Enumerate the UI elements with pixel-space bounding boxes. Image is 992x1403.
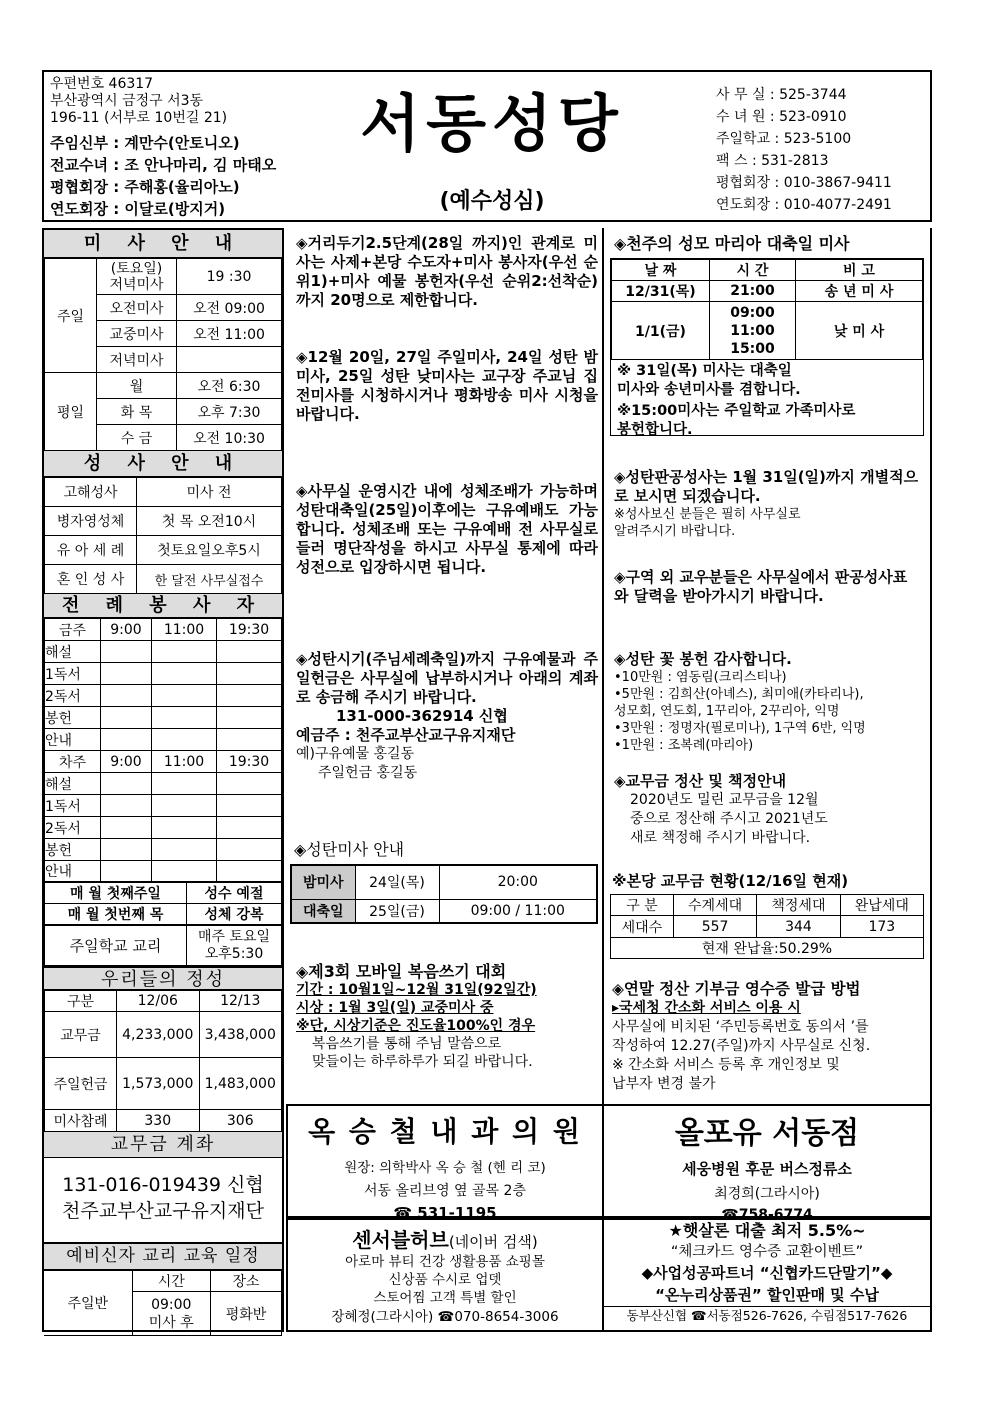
offering-label: 미사참례 <box>45 1110 117 1132</box>
cu-line-4: “온누리상품권” 할인판매 및 수납 <box>655 1286 879 1304</box>
week-label: 금주 <box>45 619 101 641</box>
xmas-time: 09:00 / 11:00 <box>439 899 597 923</box>
sacraments-title: 성 사 안 내 <box>44 451 282 477</box>
class-place: 평화반 <box>211 1292 282 1336</box>
offering-head: 12/06 <box>117 991 200 1012</box>
mass-time: 19 :30 <box>177 259 282 295</box>
flower-line: •5만원 : 김희산(아녜스), 최미애(카타리나), <box>614 687 864 702</box>
account-holder: 천주교부산교구유지재단 <box>62 1200 264 1222</box>
mass-time <box>177 347 282 373</box>
contact-school: 주일학교 : 523-5100 <box>716 131 852 147</box>
offering-title: 우리들의 정성 <box>44 966 282 990</box>
mary-mass-box <box>610 258 924 436</box>
clinic-doctor: 원장: 의학박사 옥 승 철 (헨 리 코) <box>344 1160 546 1176</box>
ad-allforyou <box>602 1104 932 1223</box>
status-head: 책정세대 <box>757 895 840 916</box>
mary-head: 날 짜 <box>612 260 710 281</box>
catechumen-title: 예비신자 교리 교육 일정 <box>44 1244 282 1270</box>
staff-list <box>50 132 276 220</box>
sacrament-name: 유 아 세 례 <box>45 536 137 565</box>
role-label: 해설 <box>45 773 101 795</box>
confession-notice: ◈성탄판공성사는 1월 31일(일)까지 개별적으로 보시면 되겠습니다. ※성사보신 분들은 필히 사무실로 알려주시기 바랍니다. <box>614 468 926 540</box>
example-2: 주일헌금 홍길동 <box>318 765 418 781</box>
offering-label: 주일헌금 <box>45 1058 117 1110</box>
flower-line: 성모회, 연도회, 1꾸리아, 2꾸리아, 익명 <box>614 704 840 719</box>
mary-head: 시 간 <box>710 260 796 281</box>
xmas-date: 24일(목) <box>355 865 439 899</box>
mass-name: 오전미사 <box>97 295 177 321</box>
mary-mass-title: ◈천주의 성모 마리아 대축일 미사 <box>614 234 850 253</box>
staff-council: 평협회장 : 주해홍(율리아노) <box>50 178 240 196</box>
note-left: 매 월 첫째주일 <box>45 883 187 904</box>
notice-xmas-broadcast: ◈12월 20일, 27일 주일미사, 24일 성탄 밤미사, 25일 성탄 낮미사는 교구장 주교님 집전미사를 시청하시거나 평화방송 미사 시청을 바랍니다. <box>296 348 598 423</box>
time-col: 9:00 <box>101 619 152 641</box>
address-line: 부산광역시 금정구 서3동 <box>50 93 204 109</box>
xmas-date: 25일(금) <box>355 899 439 923</box>
sacrament-name: 고해성사 <box>45 478 137 507</box>
mary-date: 1/1(금) <box>612 302 710 360</box>
account-number: 131-016-019439 신협 <box>62 1174 264 1196</box>
servers-title: 전 례 봉 사 자 <box>44 594 282 618</box>
mass-name: 교중미사 <box>97 321 177 347</box>
mary-time: 21:00 <box>710 281 796 302</box>
offering-value: 4,233,000 <box>117 1012 200 1058</box>
mary-note: 송 년 미 사 <box>796 281 923 302</box>
role-label: 안내 <box>45 861 101 882</box>
herb-line: 아로마 뷰티 건강 생활용품 쇼핑몰 <box>345 1254 545 1270</box>
left-column <box>42 228 284 1332</box>
ad-credit-union <box>602 1218 932 1332</box>
time-col: 11:00 <box>152 619 217 641</box>
xmas-mass-title: ◈성탄미사 안내 <box>294 840 405 859</box>
school-time: 매주 토요일 오후5:30 <box>187 926 282 966</box>
time-col: 11:00 <box>152 751 217 773</box>
dues-notice <box>614 772 930 848</box>
offering-value: 1,483,000 <box>199 1058 282 1110</box>
sacrament-value: 첫 목 오전10시 <box>137 507 282 536</box>
bible-period: 기간 : 10월1일~12월 31일(92일간) <box>296 982 537 998</box>
bible-award: 시상 : 1월 3일(일) 교중미사 중 <box>296 1000 494 1016</box>
mary-time: 09:00 11:00 15:00 <box>710 302 796 360</box>
status-rate: 현재 완납율:50.29% <box>611 938 924 959</box>
ad-clinic <box>286 1104 604 1222</box>
school-row <box>44 925 282 966</box>
dues-text: 2020년도 밀린 교무금을 12월 중으로 정산해 주시고 2021년도 새로 책정해 주시기 바랍니다. <box>630 792 828 846</box>
week-label: 차주 <box>45 751 101 773</box>
cat-head: 시간 <box>132 1271 211 1292</box>
offering-value: 306 <box>199 1110 282 1132</box>
status-value: 344 <box>757 916 840 938</box>
status-head: 수계세대 <box>673 895 756 916</box>
dues-status-table <box>610 894 924 959</box>
sacraments-table <box>44 477 282 594</box>
offering-value: 1,573,000 <box>117 1058 200 1110</box>
notice-distancing: ◈거리두기2.5단계(28일 까지)인 관계로 미사는 사제+본당 수도자+미사 봉사자(우선 순위1)+미사 예물 봉헌자(우선 순위2:선착순)까지 20명으로 제한합니다. <box>296 234 598 309</box>
mary-head: 비 고 <box>796 260 923 281</box>
monthly-notes <box>44 882 282 925</box>
time-col: 9:00 <box>101 751 152 773</box>
tax-line: 작성하여 12.27(주일)까지 사무실로 신청. <box>612 1038 871 1054</box>
status-title: ※본당 교무금 현황(12/16일 현재) <box>612 872 849 890</box>
mass-name: (토요일) 저녁미사 <box>97 259 177 295</box>
herb-line: 신상품 수시로 업뎃 <box>388 1272 502 1288</box>
cu-line-5: 동부산신협 ☎서동점526-7626, 수림점517-7626 <box>604 1306 930 1325</box>
page-subtitle: (예수성심) <box>439 189 545 214</box>
mass-day: 월 <box>97 373 177 399</box>
mary-note-2: ※15:00미사는 주일학교 가족미사로 봉헌합니다. <box>617 403 856 438</box>
cat-head: 장소 <box>211 1271 282 1292</box>
contact-fax: 팩 스 : 531-2813 <box>716 153 829 169</box>
mass-time: 오전 10:30 <box>177 425 282 451</box>
mass-table <box>44 258 282 451</box>
cu-line-3: ◆사업성공파트너 “신협카드단말기”◆ <box>641 1264 893 1282</box>
bible-contest <box>296 962 600 1071</box>
clinic-phone: ☎ 531-1195 <box>393 1204 497 1222</box>
note-left: 매 월 첫번째 목 <box>45 904 187 925</box>
role-label: 2독서 <box>45 685 101 707</box>
role-label: 봉헌 <box>45 839 101 861</box>
status-head: 완납세대 <box>840 895 923 916</box>
contact-list <box>716 84 892 216</box>
sacrament-name: 병자영성체 <box>45 507 137 536</box>
sacrament-value: 한 달전 사무실접수 <box>137 565 282 594</box>
mary-note-1: ※ 31일(목) 미사는 대축일 미사와 송년미사를 겸합니다. <box>617 363 801 398</box>
xmas-mass-table <box>290 864 598 924</box>
notice-adoration: ◈사무실 운영시간 내에 성체조배가 가능하며 성탄대축일(25일)이후에는 구유예배도 가능합니다. 성체조배 또는 구유예배 전 사무실로 들러 명단작성을 하시고 사무실 통제에 따라 성전으로 입장하시면 됩니다. <box>296 482 598 576</box>
staff-funeral: 연도회장 : 이달로(방지거) <box>50 200 226 218</box>
note-right: 성체 강복 <box>187 904 282 925</box>
mass-time: 오전 11:00 <box>177 321 282 347</box>
role-label: 봉헌 <box>45 707 101 729</box>
sacrament-value: 첫토요일오후5시 <box>137 536 282 565</box>
bank-account: 131-000-362914 신협 <box>336 707 508 725</box>
contact-council: 평협회장 : 010-3867-9411 <box>716 175 892 191</box>
contact-office: 사 무 실 : 525-3744 <box>716 87 847 103</box>
cu-line-2: “체크카드 영수증 교환이벤트” <box>670 1244 864 1260</box>
status-value: 173 <box>840 916 923 938</box>
allforyou-owner: 최경희(그라시아) <box>714 1186 820 1202</box>
mass-time: 오후 7:30 <box>177 399 282 425</box>
role-label: 1독서 <box>45 795 101 817</box>
ad-sensible-herb <box>286 1218 604 1332</box>
herb-name: 센서블허브 <box>352 1228 449 1252</box>
sunday-label: 주일 <box>45 259 97 373</box>
staff-pastor: 주임신부 : 계만수(안토니오) <box>50 134 240 152</box>
flower-line: •1만원 : 조복례(마리아) <box>614 738 754 753</box>
cu-line-1: ★햇살론 대출 최저 5.5%~ <box>668 1221 866 1240</box>
bank-holder: 예금주 : 천주교부산교구유지재단 <box>296 726 516 744</box>
flower-thanks <box>614 650 930 754</box>
bible-line: 맞들이는 하루하루가 되길 바랍니다. <box>312 1054 533 1070</box>
role-label: 2독서 <box>45 817 101 839</box>
bible-criteria: ※단, 시상기준은 진도율100%인 경우 <box>296 1018 536 1034</box>
clinic-name: 옥 승 철 내 과 의 원 <box>308 1115 582 1148</box>
time-col: 19:30 <box>216 751 281 773</box>
allforyou-location: 세웅병원 후문 버스정류소 <box>682 1160 852 1178</box>
class-time: 09:00 미사 후 <box>132 1292 211 1336</box>
notice-offering: ◈성탄시기(주님세례축일)까지 구유예물과 주일헌금은 사무실에 납부하시거나 아래의 계좌로 송금해 주시기 바랍니다. 131-000-362914 신협 예금주 : 천주교부산교구유지재단 예)구유예물 홍길동 주일헌금 홍길동 <box>296 650 598 781</box>
mass-time: 오전 6:30 <box>177 373 282 399</box>
role-label: 해설 <box>45 641 101 663</box>
mass-name: 저녁미사 <box>97 347 177 373</box>
dues-title: ◈교무금 정산 및 책정안내 <box>614 772 787 790</box>
header-box <box>42 70 932 222</box>
flower-title: ◈성탄 꽃 봉헌 감사합니다. <box>614 650 792 668</box>
outside-notice: ◈구역 외 교우분들은 사무실에서 판공성사표와 달력을 받아가시기 바랍니다. <box>614 568 908 605</box>
xmas-time: 20:00 <box>439 865 597 899</box>
herb-title <box>288 1224 602 1253</box>
mass-title: 미 사 안 내 <box>44 230 282 258</box>
address-block <box>50 76 227 127</box>
mary-date: 12/31(목) <box>612 281 710 302</box>
mary-mass-table <box>611 259 923 360</box>
mass-time: 오전 09:00 <box>177 295 282 321</box>
offering-table <box>44 990 282 1132</box>
account-box <box>44 1158 282 1244</box>
time-col: 19:30 <box>216 619 281 641</box>
mary-note: 낮 미 사 <box>796 302 923 360</box>
tax-line: 사무실에 비치된 ‘주민등록번호 동의서 ’를 <box>612 1019 869 1035</box>
role-label: 1독서 <box>45 663 101 685</box>
clinic-location: 서동 올리브영 옆 골목 2층 <box>364 1183 526 1199</box>
flower-line: •3만원 : 정명자(필로미나), 1구역 6반, 익명 <box>614 721 866 736</box>
staff-sisters: 전교수녀 : 조 안나마리, 김 마태오 <box>50 156 277 174</box>
class-label: 주일반 <box>44 1271 132 1336</box>
role-label: 안내 <box>45 729 101 751</box>
bible-line: 복음쓰기를 통해 주님 말씀으로 <box>312 1036 502 1052</box>
tax-line: ※ 간소화 서비스 등록 후 개인정보 및 납부자 변경 불가 <box>612 1057 840 1092</box>
sacrament-value: 미사 전 <box>137 478 282 507</box>
xmas-name: 대축일 <box>291 899 355 923</box>
page-title: 서동성당 <box>360 87 624 160</box>
offering-value: 3,438,000 <box>199 1012 282 1058</box>
herb-line: 스토어찜 고객 특별 할인 <box>373 1290 517 1306</box>
sacrament-name: 혼 인 성 사 <box>45 565 137 594</box>
allforyou-name: 올포유 서동점 <box>674 1116 860 1151</box>
tax-receipt-notice <box>612 980 930 1094</box>
mass-day: 화 목 <box>97 399 177 425</box>
example-1: 예)구유예물 홍길동 <box>296 746 415 762</box>
confession-note: ※성사보신 분들은 필히 사무실로 알려주시기 바랍니다. <box>614 507 801 539</box>
herb-contact: 장혜정(그라시아) ☎070-8654-3006 <box>331 1309 559 1325</box>
catechumen-table <box>44 1270 282 1336</box>
contact-convent: 수 녀 원 : 523-0910 <box>716 109 847 125</box>
allforyou-phone: ☎758-6774 <box>721 1207 813 1223</box>
flower-line: •10만원 : 염동림(크리스티나) <box>614 670 787 685</box>
offering-head: 12/13 <box>199 991 282 1012</box>
status-value: 557 <box>673 916 756 938</box>
offering-label: 교무금 <box>45 1012 117 1058</box>
xmas-name: 밤미사 <box>291 865 355 899</box>
bible-title: ◈제3회 모바일 복음쓰기 대회 <box>296 962 507 981</box>
address-line: 196-11 (서부로 10번길 21) <box>50 110 228 126</box>
right-border <box>930 228 932 1104</box>
account-title: 교무금 계좌 <box>44 1132 282 1158</box>
tax-sub: ▸국세청 간소화 서비스 이용 시 <box>612 1000 801 1016</box>
postal-code: 우편번호 46317 <box>50 76 154 92</box>
herb-suffix: (네이버 검색) <box>448 1233 538 1251</box>
note-right: 성수 예절 <box>187 883 282 904</box>
status-label: 세대수 <box>611 916 674 938</box>
weekday-label: 평일 <box>45 373 97 451</box>
offering-head: 구분 <box>45 991 117 1012</box>
school-label: 주일학교 교리 <box>45 926 187 966</box>
offering-value: 330 <box>117 1110 200 1132</box>
status-head: 구 분 <box>611 895 674 916</box>
contact-funeral: 연도회장 : 010-4077-2491 <box>716 197 892 213</box>
tax-title: ◈연말 정산 기부금 영수증 발급 방법 <box>612 980 861 998</box>
mass-day: 수 금 <box>97 425 177 451</box>
middle-divider <box>602 228 604 1104</box>
servers-table <box>44 618 282 882</box>
